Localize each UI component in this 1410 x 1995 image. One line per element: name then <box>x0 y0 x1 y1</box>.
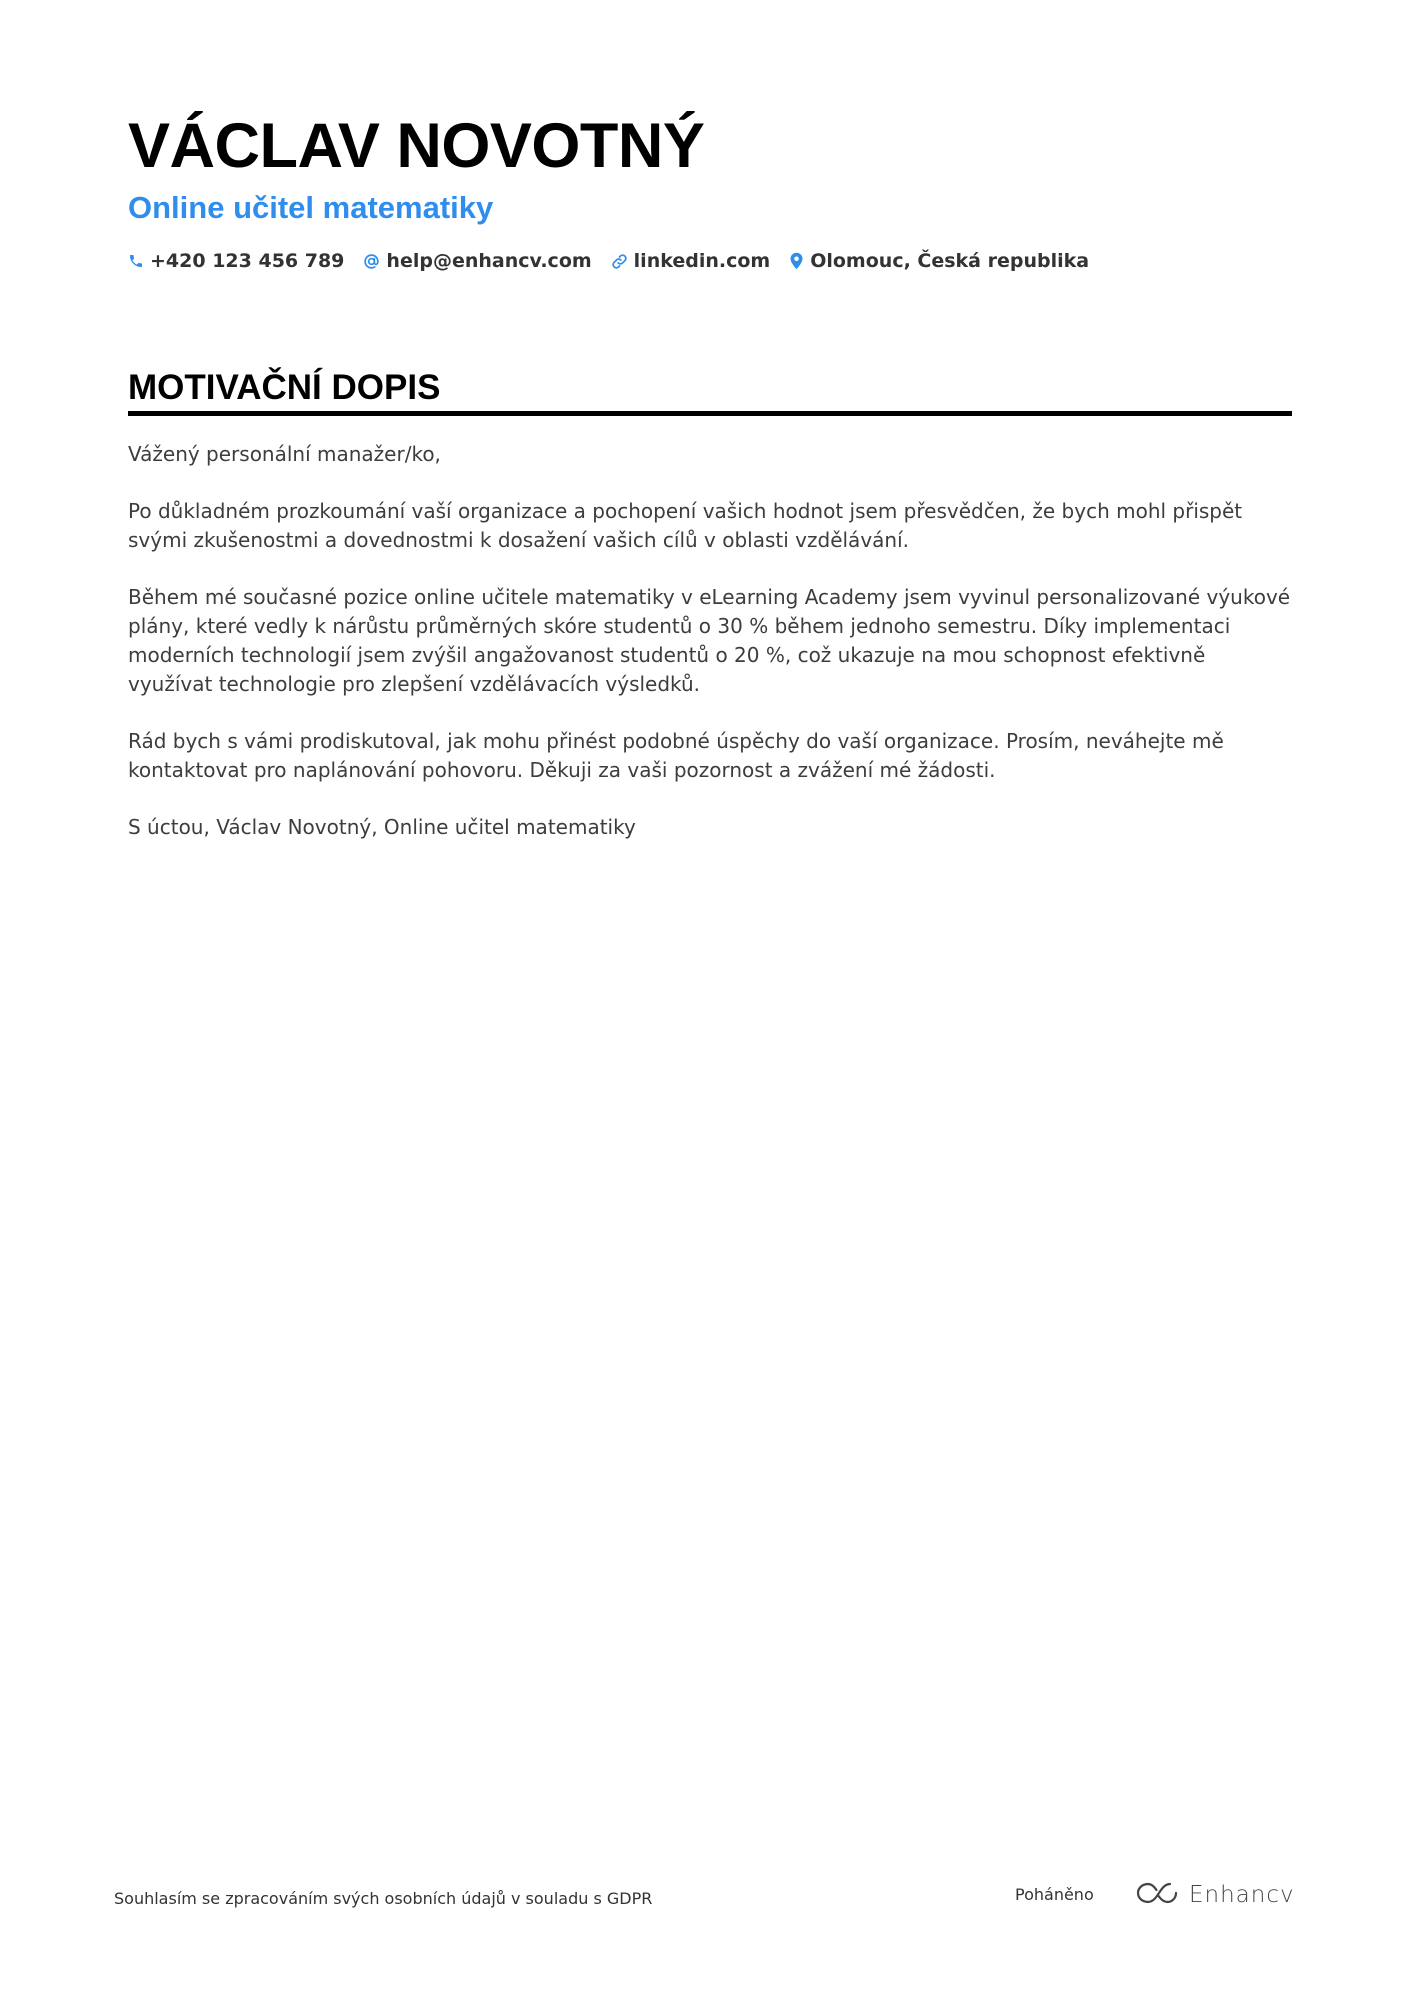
contact-location <box>789 250 1089 272</box>
contact-phone <box>128 250 344 272</box>
letter-body <box>128 440 1292 870</box>
enhancv-brand-name: Enhancv <box>1189 1882 1295 1908</box>
letter-paragraph: Během mé současné pozice online učitele matematiky v eLearning Academy jsem vyvinul personalizované výukové plány, které vedly k nárůstu průměrných skóre studentů o 30 % během jednoho semestru. Díky implementaci moderních technologií jsem zvýšil angažovanost studentů o 20 %, což ukazuje na mou schopnost efektivně využívat technologie pro zlepšení vzdělávacích výsledků. <box>128 585 1291 696</box>
header <box>128 108 1292 272</box>
letter-paragraph: Po důkladném prozkoumání vaší organizace a pochopení vašich hodnot jsem přesvědčen, že bych mohl přispět svými zkušenostmi a dovednostmi k dosažení vašich cílů v oblasti vzdělávání. <box>128 499 1243 552</box>
gdpr-consent-text: Souhlasím se zpracováním svých osobních údajů v souladu s GDPR <box>114 1889 653 1908</box>
phone-icon <box>128 253 144 269</box>
contact-row <box>128 250 1292 272</box>
email-text: help@enhancv.com <box>386 250 592 272</box>
section-divider <box>128 411 1292 416</box>
phone-text: +420 123 456 789 <box>150 250 345 272</box>
letter-paragraph: Rád bych s vámi prodiskutoval, jak mohu přinést podobné úspěchy do vaší organizace. Prosím, neváhejte mě kontaktovat pro naplánování pohovoru. Děkuji za vaši pozornost a zvážení mé žádosti. <box>128 729 1224 782</box>
powered-by-label: Poháněno <box>1015 1885 1094 1904</box>
enhancv-logo[interactable] <box>1135 1880 1295 1910</box>
contact-link[interactable] <box>611 250 771 272</box>
location-text: Olomouc, Česká republika <box>810 250 1090 272</box>
link-icon <box>611 253 628 270</box>
at-icon <box>363 253 380 270</box>
section-title: MOTIVAČNÍ DOPIS <box>128 368 441 407</box>
letter-greeting: Vážený personální manažer/ko, <box>128 442 441 466</box>
link-text: linkedin.com <box>633 250 771 272</box>
applicant-name: VÁCLAV NOVOTNÝ <box>128 111 705 181</box>
job-title: Online učitel matematiky <box>128 190 494 225</box>
enhancv-logo-icon <box>1135 1880 1181 1910</box>
contact-email[interactable] <box>363 250 591 272</box>
location-pin-icon <box>789 252 804 270</box>
letter-closing: S úctou, Václav Novotný, Online učitel matematiky <box>128 815 636 839</box>
